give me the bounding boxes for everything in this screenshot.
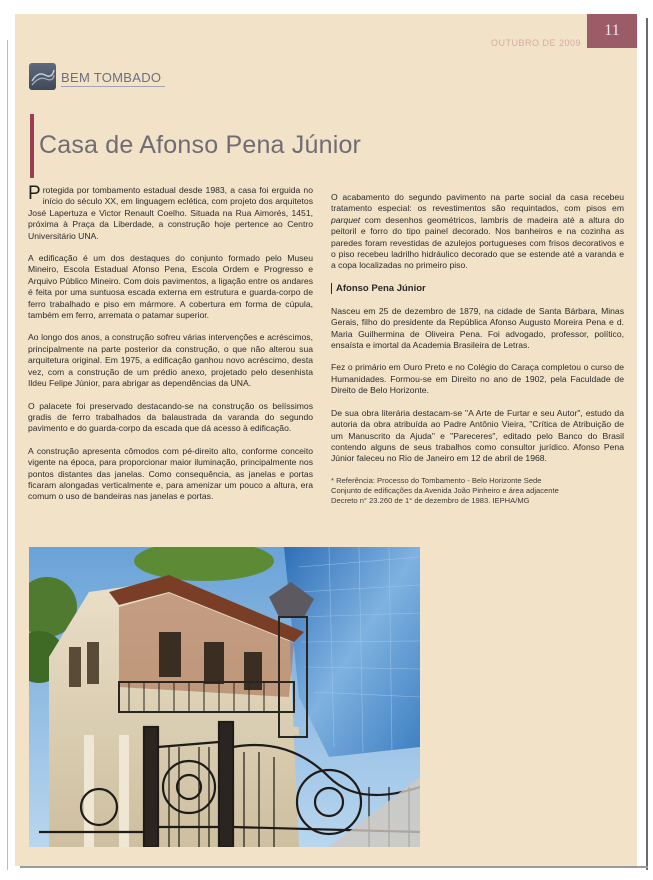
references [331,476,624,507]
section-divider [61,86,165,87]
paragraph-text: O acabamento do segundo pavimento na parte social da casa recebeu tratamento especial: os revestimentos são requintados, com pisos em [331,192,624,214]
article-title: Casa de Afonso Pena Júnior [39,131,362,159]
paragraph-text: com desenhos geométricos, lambris de madeira até a altura do peitoril e forro do tipo painel decorado. Nos banheiros e na cozinha as paredes foram revestidas de azulejos portugueses com frisos decorativos e o piso recebeu ladrilho hidráulico decorado que se estende até a varanda e a copa localizadas no primeiro piso. [331,214,624,271]
page-shadow-bottom [20,866,648,868]
paragraph: Ao longo dos anos, a construção sofreu várias intervenções e acréscimos, principalmente na parte posterior da construção, o que não alterou sua arquitetura original. Em 1975, a edificação ganhou novo acréscimo, desta vez, com a construção de um prédio anexo, projetado pelo desenhista Ildeu Felipe Júnior, para abrigar as dependências da UNA. [28,332,313,389]
magazine-page [15,14,637,866]
page-shadow-left [7,40,8,870]
page-number: 11 [604,22,620,39]
house-illustration [29,547,420,847]
issue-date: OUTUBRO DE 2009 [490,38,581,48]
paragraph [331,192,624,272]
title-accent-bar [30,114,34,178]
biography-subheading: Afonso Pena Júnior [331,283,624,294]
reference-line: Conjunto de edificações da Avenida João Pinheiro e área adjacente [331,485,559,495]
paragraph: Fez o primário em Ouro Preto e no Colégio do Caraça completou o curso de Humanidades. Formou-se em Direito no ano de 1902, pela Faculdade de Direito de Belo Horizonte. [331,362,624,396]
reference-line: Decreto n° 23.260 de 1° de dezembro de 1983. IEPHA/MG [331,496,530,506]
paragraph: Nasceu em 25 de dezembro de 1879, na cidade de Santa Bárbara, Minas Gerais, filho do presidente da República Afonso Augusto Moreira Pena e d. Maria Guilhermina de Oliveira Pena. Foi advogado, professor, político, ensaísta e imortal da Academia Brasileira de Letras. [331,305,624,351]
section-label: BEM TOMBADO [61,70,162,85]
page-number-box [587,14,637,48]
drop-cap: P [28,183,41,204]
page-shadow-right [646,18,648,870]
left-text-column [28,185,313,514]
paragraph: A construção apresenta cômodos com pé-direito alto, conforme conceito vigente na época, para proporcionar maior iluminação, principalmente nos pontos distantes das janelas. Como consequência, as janelas e portas ficaram alongadas verticalmente e, para amenizar um pouco a altura, era comum o uso de bandeiras nas janelas e portas. [28,445,313,502]
house-photo [29,547,420,847]
section-logo-graphic [29,63,56,90]
section-logo-icon [29,63,56,90]
paragraph: A edificação é um dos destaques do conjunto formado pelo Museu Mineiro, Escola Estadual Afonso Pena, Escola Ordem e Progresso e Arquivo Público Mineiro. Com dois pavimentos, a ligação entre os andares é feita por uma suntuosa escada externa em estrutura e guarda-corpo de ferro trabalhado e piso em mármore. A cobertura em forma de cúpula, também em ferro, arremata o patamar superior. [28,253,313,321]
paragraph: De sua obra literária destacam-se "A Arte de Furtar e seu Autor", estudo da autoria da obra atribuída ao Padre Antônio Vieira, "Crítica de Atribuição de um Manuscrito da Ajuda" e "Pareceres", editado pelo Banco do Brasil contendo alguns de seus trabalhos como consultor jurídico. Afonso Pena Júnior faleceu no Rio de Janeiro em 12 de abril de 1968. [331,407,624,464]
reference-line: * Referência: Processo do Tombamento - Belo Horizonte Sede [331,475,542,485]
paragraph: O palacete foi preservado destacando-se na construção os belíssimos gradis de ferro trabalhados da balaustrada da varanda do segundo pavimento e do guarda-corpo da escada que dá acesso à edificação. [28,400,313,434]
right-text-column [331,192,624,506]
italic-term: parquet [331,214,361,225]
paragraph [28,185,313,242]
paragraph-text: rotegida por tombamento estadual desde 1983, a casa foi erguida no início do século XX, em linguagem eclética, com projeto dos arquitetos José Lapertuza e Victor Renault Coelho. Situada na Rua Aimorés, 1451, próxima à Praça da Liberdade, a construção hoje pertence ao Centro Universitário UNA. [28,185,313,241]
